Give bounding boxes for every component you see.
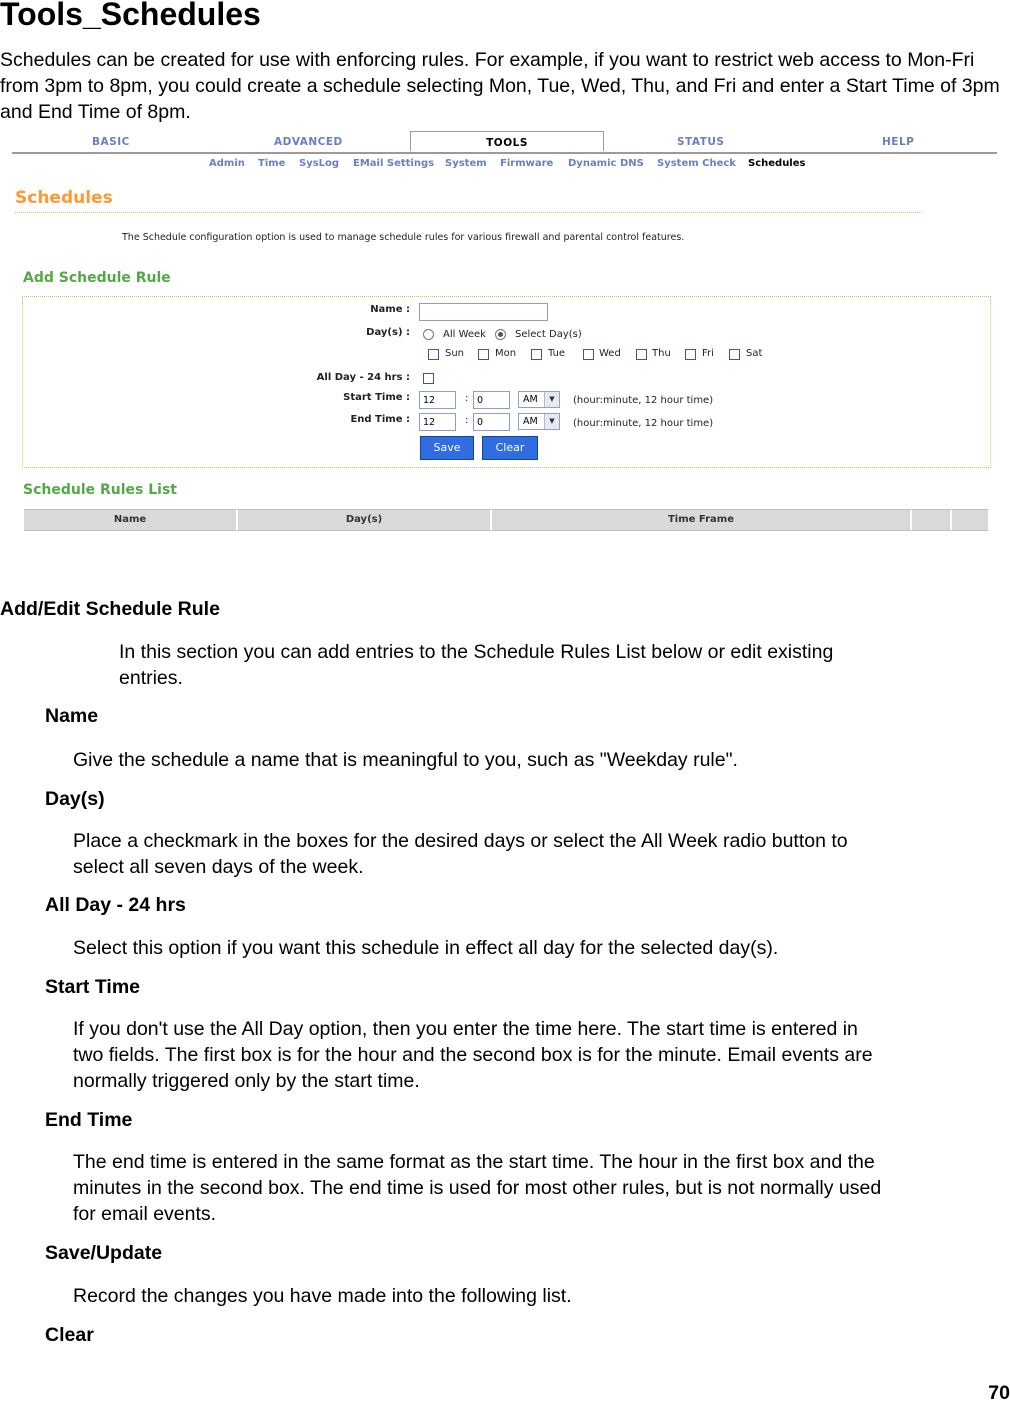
end-time-separator: : [465,415,469,426]
start-time-text-3: normally triggered only by the start time. [73,1070,420,1092]
end-time-text-1: The end time is entered in the same format as the start time. The hour in the first box and the [73,1151,875,1173]
tab-tools[interactable]: TOOLS [410,131,604,152]
save-update-heading: Save/Update [45,1242,163,1264]
tue-label: Tue [548,348,566,359]
start-time-label: Start Time : [343,392,410,403]
fri-label: Fri [702,348,714,359]
days-text-1: Place a checkmark in the boxes for the desired days or select the All Week radio button to [73,830,848,852]
subnav-system[interactable]: System [445,158,487,169]
tue-checkbox[interactable] [531,349,542,360]
save-button[interactable]: Save [420,436,474,460]
start-ampm-select[interactable] [518,391,560,408]
name-input[interactable] [419,303,548,321]
schedule-rules-list-title: Schedule Rules List [23,482,177,498]
fri-checkbox[interactable] [685,349,696,360]
column-delete [952,510,988,530]
schedules-description: The Schedule configuration option is used to manage schedule rules for various firewall and parental control features. [122,232,685,243]
schedule-rules-table-header [24,509,988,531]
end-ampm-value: AM [523,416,538,427]
end-minute-input[interactable] [473,413,510,431]
subnav-firmware[interactable]: Firmware [500,158,554,169]
end-time-label: End Time : [350,414,410,425]
end-time-text-3: for email events. [73,1203,217,1225]
add-edit-text-1: In this section you can add entries to the Schedule Rules List below or edit existing [119,641,834,663]
wed-label: Wed [599,348,621,359]
sun-label: Sun [445,348,465,359]
add-edit-heading: Add/Edit Schedule Rule [0,598,220,620]
column-days: Day(s) [238,510,492,530]
select-days-label: Select Day(s) [515,329,582,340]
start-time-hint: (hour:minute, 12 hour time) [573,395,714,406]
days-label: Day(s) : [366,327,410,338]
column-name: Name [24,510,238,530]
save-update-text: Record the changes you have made into the following list. [73,1285,572,1307]
router-ui-screenshot [12,128,997,536]
end-hour-input[interactable] [419,413,456,431]
tab-status[interactable]: STATUS [677,136,725,148]
sun-checkbox[interactable] [428,349,439,360]
all-day-heading: All Day - 24 hrs [45,894,186,916]
schedules-title: Schedules [15,188,113,208]
add-edit-text-2: entries. [119,667,183,689]
title-divider [15,212,922,213]
end-time-text-2: minutes in the second box. The end time is used for most other rules, but is not normally used [73,1177,882,1199]
subnav-system-check[interactable]: System Check [657,158,736,169]
subnav-dynamic-dns[interactable]: Dynamic DNS [568,158,644,169]
select-days-radio[interactable] [495,329,506,340]
tab-help[interactable]: HELP [882,136,915,148]
page-number: 70 [988,1382,1010,1404]
column-edit [912,510,952,530]
end-time-heading: End Time [45,1109,133,1131]
tab-advanced[interactable]: ADVANCED [274,136,343,148]
name-heading: Name [45,705,99,727]
subnav-admin[interactable]: Admin [209,158,245,169]
start-time-text-2: two fields. The first box is for the hour and the second box is for the minute. Email events are [73,1044,873,1066]
subnav-schedules[interactable]: Schedules [748,158,806,169]
start-hour-input[interactable] [419,391,456,409]
all-day-text: Select this option if you want this schedule in effect all day for the selected day(s). [73,937,779,959]
start-time-separator: : [465,393,469,404]
chevron-down-icon: ▼ [544,392,559,407]
intro-paragraph: Schedules can be created for use with enforcing rules. For example, if you want to restrict web access to Mon-Fri from 3pm to 8pm, you could create a schedule selecting Mon, Tue, Wed, Thu, and Fri and enter a Start Time of 3pm and End Time of 8pm. [0,49,1000,123]
subnav-syslog[interactable]: SysLog [299,158,340,169]
thu-checkbox[interactable] [636,349,647,360]
start-ampm-value: AM [523,394,538,405]
days-heading: Day(s) [45,788,105,810]
all-day-checkbox[interactable] [423,373,434,384]
all-week-label: All Week [443,329,486,340]
sat-checkbox[interactable] [729,349,740,360]
tab-basic[interactable]: BASIC [92,136,130,148]
name-label: Name : [370,304,410,315]
end-ampm-select[interactable] [518,413,560,430]
all-week-radio[interactable] [423,329,434,340]
wed-checkbox[interactable] [583,349,594,360]
start-time-text-1: If you don't use the All Day option, then you enter the time here. The start time is entered in [73,1018,858,1040]
end-time-hint: (hour:minute, 12 hour time) [573,418,714,429]
days-text-2: select all seven days of the week. [73,856,364,878]
add-schedule-rule-title: Add Schedule Rule [23,270,171,286]
all-day-label: All Day - 24 hrs : [316,372,410,383]
sat-label: Sat [746,348,763,359]
column-time-frame: Time Frame [492,510,912,530]
subnav-email-settings[interactable]: EMail Settings [353,158,435,169]
chevron-down-icon: ▼ [544,414,559,429]
mon-checkbox[interactable] [478,349,489,360]
sub-navigation [12,158,997,174]
start-minute-input[interactable] [473,391,510,409]
clear-button[interactable]: Clear [482,436,538,460]
main-tabs [12,128,997,154]
document-title: Tools_Schedules [0,0,261,32]
name-text: Give the schedule a name that is meaningful to you, such as "Weekday rule". [73,749,738,771]
mon-label: Mon [495,348,517,359]
start-time-heading: Start Time [45,976,141,998]
thu-label: Thu [652,348,671,359]
clear-heading: Clear [45,1324,94,1346]
subnav-time[interactable]: Time [258,158,286,169]
